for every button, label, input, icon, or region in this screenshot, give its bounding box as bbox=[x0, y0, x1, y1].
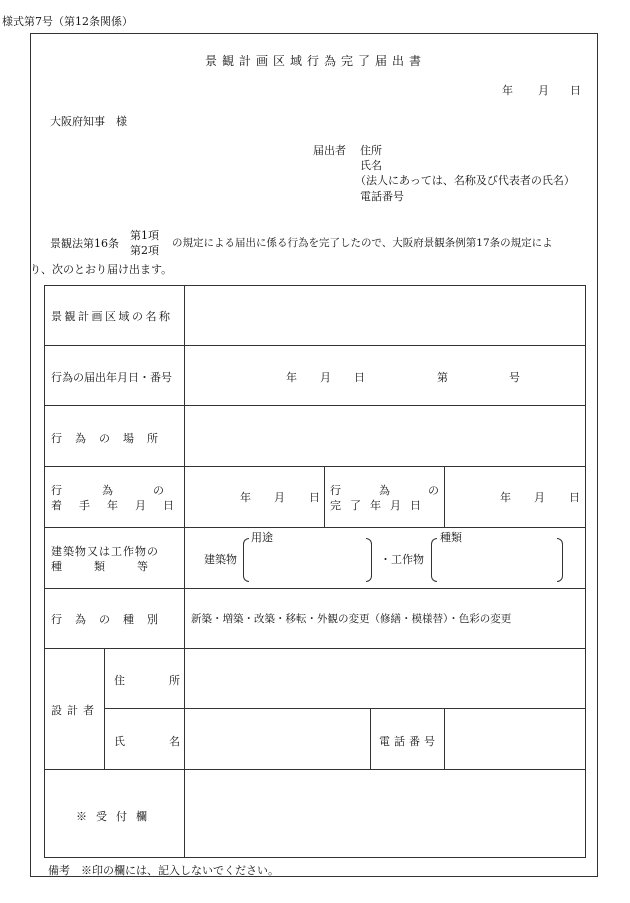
notif-day: 日 bbox=[354, 371, 365, 384]
reception-label: ※受付欄 bbox=[76, 810, 156, 823]
date-year: 年 bbox=[502, 84, 513, 97]
building-label-1: 建築物又は工作物の bbox=[51, 545, 159, 558]
designer-phone-label: 電話番号 bbox=[379, 735, 439, 748]
usage-bracket-right bbox=[366, 538, 372, 582]
notifier-corp-note: （法人にあっては、名称及び代表者の氏名） bbox=[355, 174, 575, 187]
start-label-2: 着手年月日 bbox=[51, 499, 191, 512]
date-day: 日 bbox=[570, 84, 581, 97]
kind-bracket-left bbox=[431, 538, 437, 582]
notif-go: 号 bbox=[509, 371, 520, 384]
notifier-phone: 電話番号 bbox=[360, 190, 404, 203]
start-label-1: 行為の bbox=[51, 484, 204, 497]
intro-text2: り、次のとおり届け出ます。 bbox=[30, 263, 173, 276]
remarks: 備考 ※印の欄には、記入しないでください。 bbox=[48, 864, 279, 877]
usage-label: 用途 bbox=[251, 531, 273, 544]
notifier-label: 届出者 bbox=[313, 144, 346, 157]
notif-year: 年 bbox=[286, 371, 297, 384]
done-label-2: 完了年月日 bbox=[330, 499, 430, 512]
start-year: 年 bbox=[240, 491, 251, 504]
designer-label: 設計者 bbox=[51, 704, 99, 717]
kind-field[interactable] bbox=[438, 540, 555, 580]
designer-address-field[interactable] bbox=[186, 650, 584, 707]
area-name-field[interactable] bbox=[186, 287, 584, 344]
intro-item2: 第2項 bbox=[130, 244, 159, 257]
building-label-2: 種類等 bbox=[51, 560, 180, 573]
act-type-label: 行為の種別 bbox=[51, 613, 171, 626]
notif-dai: 第 bbox=[437, 371, 448, 384]
intro-item1: 第1項 bbox=[130, 229, 159, 242]
designer-name-label: 氏名 bbox=[114, 735, 224, 748]
done-month: 月 bbox=[534, 491, 545, 504]
done-day: 日 bbox=[569, 491, 580, 504]
place-label: 行為の場所 bbox=[51, 432, 171, 445]
start-month: 月 bbox=[274, 491, 285, 504]
structure-text: ・工作物 bbox=[380, 553, 424, 566]
building-text: 建築物 bbox=[204, 553, 237, 566]
intro-law: 景観法第16条 bbox=[50, 237, 119, 250]
done-year: 年 bbox=[500, 491, 511, 504]
designer-address-label: 住所 bbox=[114, 674, 224, 687]
form-number: 様式第7号（第12条関係） bbox=[2, 15, 133, 28]
usage-field[interactable] bbox=[250, 540, 364, 580]
form-title: 景観計画区域行為完了届出書 bbox=[205, 54, 427, 68]
start-day: 日 bbox=[309, 491, 320, 504]
addressee: 大阪府知事 様 bbox=[50, 115, 127, 128]
place-field[interactable] bbox=[186, 407, 584, 465]
kind-bracket-right bbox=[557, 538, 563, 582]
kind-label: 種類 bbox=[440, 531, 462, 544]
area-name-label: 景観計画区域の名称 bbox=[51, 310, 173, 323]
act-type-value: 新築・増築・改築・移転・外観の変更（修繕・模様替）・色彩の変更 bbox=[191, 613, 512, 625]
designer-phone-field[interactable] bbox=[446, 710, 584, 768]
intro-text1: の規定による届出に係る行為を完了したので、大阪府景観条例第17条の規定によ bbox=[172, 237, 553, 249]
notifier-address: 住所 bbox=[360, 144, 382, 157]
usage-bracket-left bbox=[243, 538, 249, 582]
notif-month: 月 bbox=[320, 371, 331, 384]
date-month: 月 bbox=[538, 84, 549, 97]
designer-name-field[interactable] bbox=[186, 710, 368, 768]
done-label-1: 行為の bbox=[330, 484, 477, 497]
notifier-name: 氏名 bbox=[360, 159, 382, 172]
notif-date-label: 行為の届出年月日・番号 bbox=[51, 371, 172, 384]
